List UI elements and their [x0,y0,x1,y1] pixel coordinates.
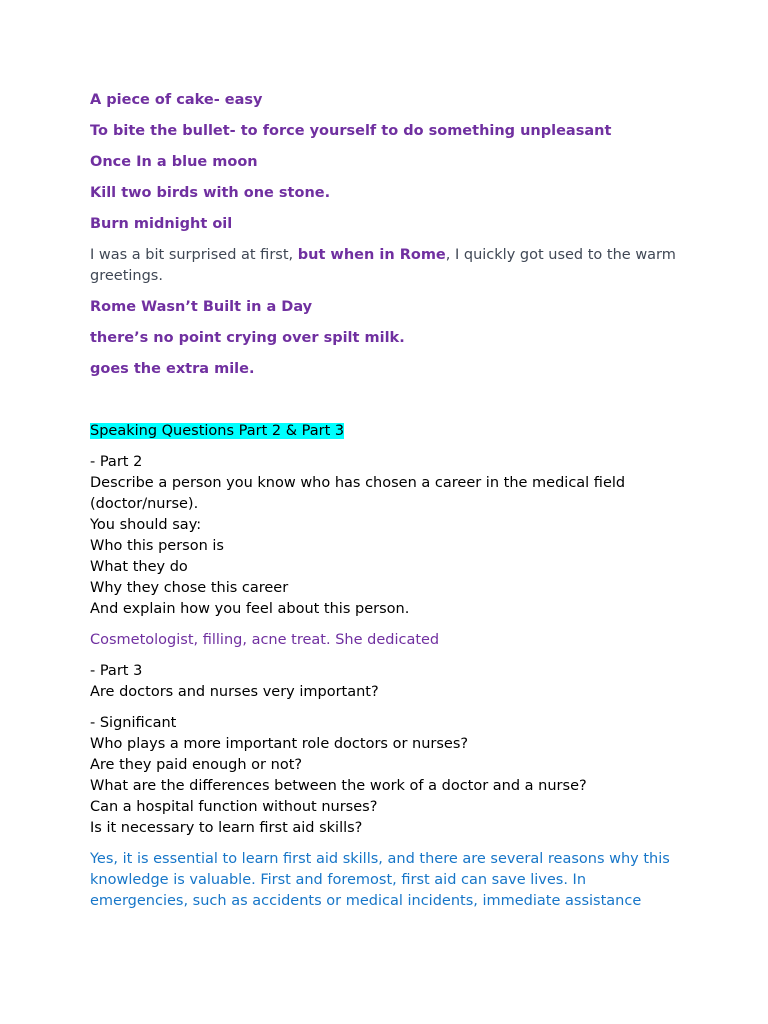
part3-question: Are doctors and nurses very important? [90,684,379,700]
significant-question: What are the differences between the work of a doctor and a nurse? [90,778,587,794]
part2-line: And explain how you feel about this person. [90,601,410,617]
significant-label: - Significant [90,715,177,731]
idiom-line: Kill two birds with one stone. [90,185,331,201]
part2-line: What they do [90,559,188,575]
idiom-line: Burn midnight oil [90,216,233,232]
first-aid-answer: Yes, it is essential to learn first aid skills, and there are several reasons why this knowledge is valuable. First and foremost, first aid can save lives. In emergencies, such as accidents or medical incidents, immediate assistance [90,851,670,909]
part3-block [90,661,680,703]
part2-label: - Part 2 [90,454,143,470]
blank-line [90,390,680,421]
part2-line: Who this person is [90,538,224,554]
idiom-line: Once In a blue moon [90,154,258,170]
part2-line: Describe a person you know who has chosen a career in the medical field (doctor/nurse). [90,475,626,512]
part2-line: You should say: [90,517,202,533]
significant-question: Who plays a more important role doctors or nurses? [90,736,469,752]
rome-sentence-idiom: but when in Rome [297,247,446,263]
significant-question: Can a hospital function without nurses? [90,799,378,815]
significant-block [90,713,680,839]
speaking-heading [90,421,680,442]
rome-example-sentence [90,245,680,287]
speaking-heading-highlight: Speaking Questions Part 2 & Part 3 [90,423,345,439]
part2-notes: Cosmetologist, filling, acne treat. She dedicated [90,632,440,648]
rome-sentence-start: I was a bit surprised at first, [90,247,298,263]
rome-sentence-end: , I quickly got used to the warm greetings. [90,247,676,284]
idiom-line: goes the extra mile. [90,361,255,377]
part3-label: - Part 3 [90,663,143,679]
idiom-line: Rome Wasn’t Built in a Day [90,299,313,315]
significant-question: Are they paid enough or not? [90,757,303,773]
idiom-line: there’s no point crying over spilt milk. [90,330,405,346]
part2-block [90,452,680,620]
idiom-line: To bite the bullet- to force yourself to do something unpleasant [90,123,612,139]
idiom-line: A piece of cake- easy [90,92,263,108]
significant-question: Is it necessary to learn first aid skills? [90,820,363,836]
part2-line: Why they chose this career [90,580,289,596]
document-body [90,90,680,922]
